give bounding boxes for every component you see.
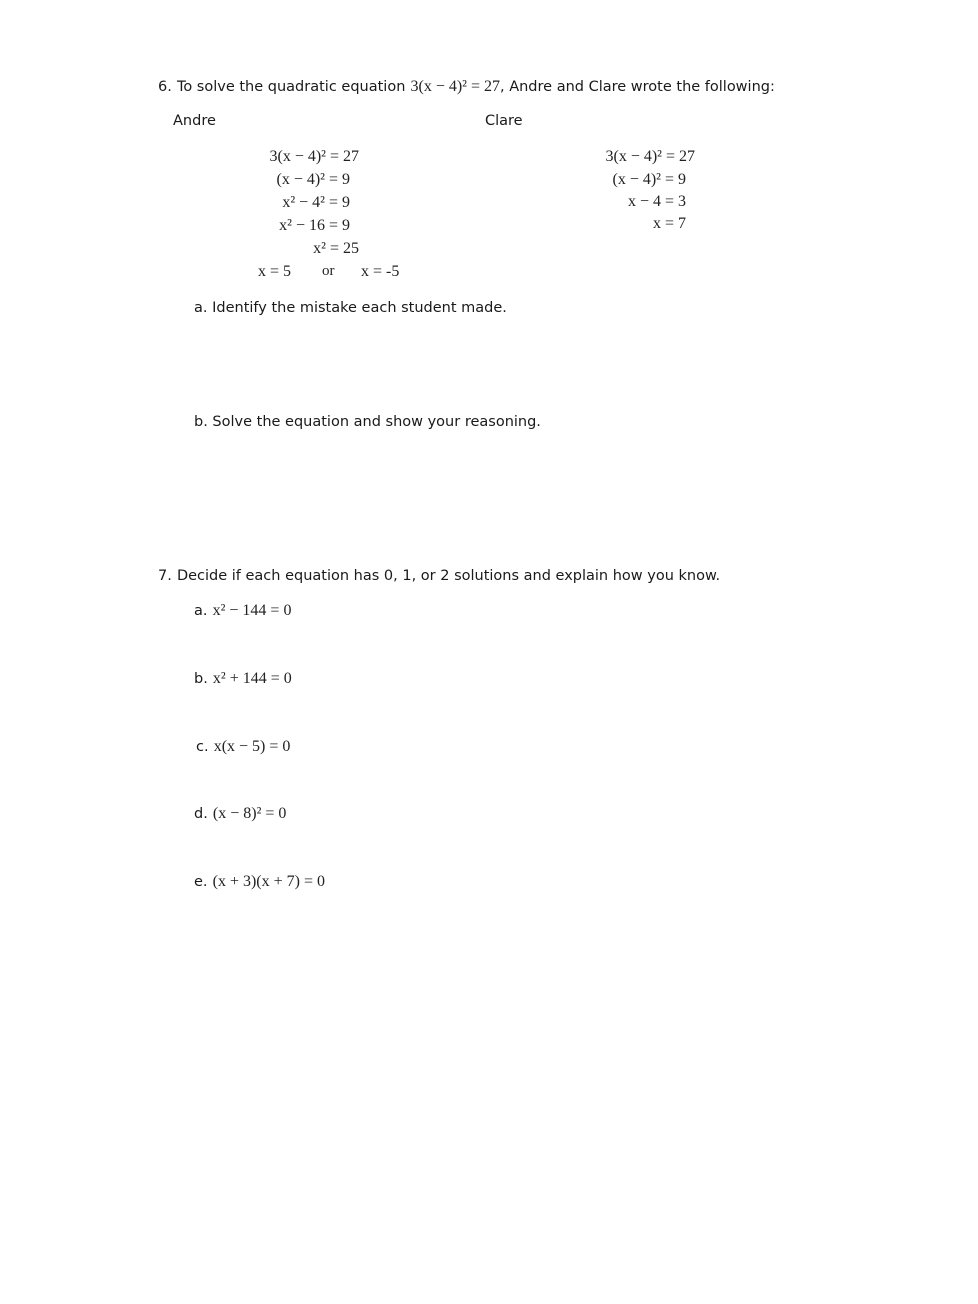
question-6-number: 6. bbox=[158, 79, 172, 95]
question-6-text-start: To solve the quadratic equation bbox=[176, 79, 406, 95]
item-equation: x² + 144 = 0 bbox=[212, 670, 292, 687]
andre-step-2: (x − 4)² = 9 bbox=[276, 171, 350, 188]
andre-step-5: x² = 25 bbox=[313, 240, 359, 257]
andre-step-1: 3(x − 4)² = 27 bbox=[269, 148, 359, 165]
item-label: c. bbox=[196, 739, 209, 755]
andre-label: Andre bbox=[173, 113, 216, 129]
item-equation: (x + 3)(x + 7) = 0 bbox=[212, 873, 326, 890]
question-6-prompt bbox=[158, 76, 775, 96]
question-7-prompt bbox=[158, 565, 720, 584]
question-6-part-a: a. Identify the mistake each student made. bbox=[194, 300, 507, 316]
question-7-text: Decide if each equation has 0, 1, or 2 solutions and explain how you know. bbox=[176, 568, 721, 584]
andre-step-4: x² − 16 = 9 bbox=[279, 217, 350, 234]
andre-final-left: x = 5 bbox=[258, 263, 292, 280]
clare-step-4: x = 7 bbox=[652, 215, 686, 232]
question-6-equation: 3(x − 4)² = 27 bbox=[410, 78, 500, 95]
question-6-text-end: , Andre and Clare wrote the following: bbox=[499, 79, 775, 95]
item-label: d. bbox=[194, 806, 208, 822]
item-equation: (x − 8)² = 0 bbox=[212, 805, 287, 822]
question-7-item-d bbox=[194, 803, 286, 823]
question-7-item-e bbox=[194, 871, 325, 891]
item-label: a. bbox=[194, 603, 208, 619]
clare-step-1: 3(x − 4)² = 27 bbox=[605, 148, 695, 165]
andre-final-right: x = -5 bbox=[361, 263, 400, 280]
andre-final-or: or bbox=[322, 263, 335, 279]
question-7-item-a bbox=[194, 600, 291, 620]
item-label: b. bbox=[194, 671, 208, 687]
clare-step-3: x − 4 = 3 bbox=[627, 193, 686, 210]
item-label: e. bbox=[194, 874, 208, 890]
andre-step-3: x² − 4² = 9 bbox=[282, 194, 350, 211]
question-7-item-b bbox=[194, 668, 292, 688]
clare-label: Clare bbox=[485, 113, 523, 129]
item-equation: x² − 144 = 0 bbox=[212, 602, 292, 619]
item-equation: x(x − 5) = 0 bbox=[213, 738, 291, 755]
question-6-part-b: b. Solve the equation and show your reasoning. bbox=[194, 414, 541, 430]
question-7-number: 7. bbox=[158, 568, 172, 584]
question-7-item-c bbox=[196, 736, 290, 756]
clare-step-2: (x − 4)² = 9 bbox=[612, 171, 686, 188]
